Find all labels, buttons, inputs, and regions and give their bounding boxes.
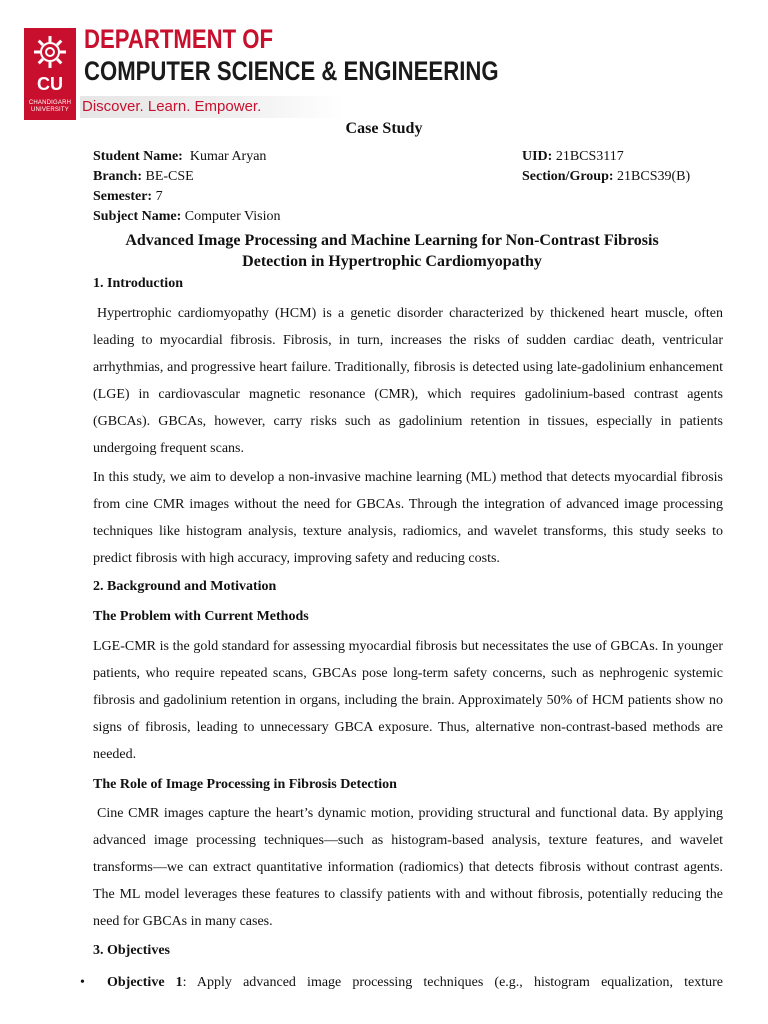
- department-title-line2: COMPUTER SCIENCE & ENGINEERING: [84, 56, 499, 86]
- introduction-paragraph-1: Hypertrophic cardiomyopathy (HCM) is a genetic disorder characterized by thickened heart muscle, often leading to myocardial fibrosis. Fibrosis, in turn, increases the risks of sudden cardiac death, ventricular arrhythmias, and progressive heart failure. Traditionally, fibrosis is detected using late-gadolinium enhancement (LGE) in cardiovascular magnetic resonance (CMR), which requires gadolinium-based contrast agents (GBCAs). GBCAs, however, carry risks such as gadolinium retention in tissues, especially in patients undergoing frequent scans.: [93, 306, 723, 456]
- objective-1-label: Objective 1: [107, 975, 183, 990]
- tagline-bar: [80, 96, 344, 118]
- paper-title-line1: Advanced Image Processing and Machine Learning for Non-Contrast Fibrosis: [125, 232, 659, 249]
- section-value: 21BCS39(B): [617, 169, 691, 184]
- department-title-line1: DEPARTMENT OF: [84, 24, 274, 54]
- logo-cu-text: CU: [37, 74, 63, 94]
- logo-university-text: CHANDIGARH UNIVERSITY: [28, 100, 72, 113]
- student-name-label: Student Name:: [93, 149, 183, 164]
- branch-value: BE-CSE: [145, 169, 194, 184]
- subject-value: Computer Vision: [184, 209, 281, 224]
- background-heading: 2. Background and Motivation: [93, 579, 277, 594]
- document-title: Case Study: [345, 120, 423, 137]
- objective-1-text: [107, 969, 723, 996]
- bullet-icon: •: [80, 975, 85, 990]
- semester-value: 7: [155, 189, 163, 204]
- student-name-value: Kumar Aryan: [189, 149, 267, 164]
- problem-paragraph: LGE-CMR is the gold standard for assessing myocardial fibrosis but necessitates the use of GBCAs. In younger patients, who require repeated scans, GBCAs pose long-term safety concerns, such as nephrogenic systemic fibrosis and gadolinium retention in organs, including the brain. Approximately 50% of HCM patients show no signs of fibrosis, leading to unnecessary GBCA exposure. Thus, alternative non-contrast-based methods are needed.: [93, 639, 723, 762]
- paper-title: [80, 230, 704, 272]
- objectives-heading: 3. Objectives: [93, 943, 170, 958]
- role-paragraph: Cine CMR images capture the heart’s dynamic motion, providing structural and functional data. By applying advanced image processing techniques—such as histogram-based analysis, texture features, and wavelet transforms—we can extract quantitative information (radiomics) that detects fibrosis without contrast agents. The ML model leverages these features to classify patients with and without fibrosis, potentially reducing the need for GBCAs in many cases.: [93, 806, 723, 929]
- tagline: Discover. Learn. Empower.: [82, 98, 262, 115]
- semester-row: [93, 187, 163, 207]
- subject-label: Subject Name:: [93, 209, 182, 224]
- uid-row: [522, 147, 624, 167]
- semester-label: Semester:: [93, 189, 153, 204]
- introduction-heading: 1. Introduction: [93, 276, 183, 291]
- role-subheading: The Role of Image Processing in Fibrosis Detection: [93, 777, 397, 792]
- introduction-paragraph-2: In this study, we aim to develop a non-invasive machine learning (ML) method that detects myocardial fibrosis from cine CMR images without the need for GBCAs. Through the integration of advanced image processing techniques like histogram analysis, texture analysis, radiomics, and wavelet transforms, this study seeks to predict fibrosis with high accuracy, improving safety and reducing costs.: [93, 470, 723, 566]
- uid-label: UID:: [522, 149, 553, 164]
- university-logo: [24, 28, 76, 120]
- section-row: [522, 167, 690, 187]
- subject-row: [93, 207, 281, 227]
- problem-subheading: The Problem with Current Methods: [93, 609, 309, 624]
- student-name-row: [93, 147, 266, 167]
- objective-1-body: : Apply advanced image processing techniques (e.g., histogram equalization, texture: [182, 975, 723, 990]
- branch-label: Branch:: [93, 169, 142, 184]
- gear-emblem-icon: [30, 32, 70, 72]
- paper-title-line2: Detection in Hypertrophic Cardiomyopathy: [242, 253, 542, 270]
- objective-1-item: [80, 969, 723, 996]
- uid-value: 21BCS3117: [555, 149, 624, 164]
- department-header: [24, 22, 499, 122]
- branch-row: [93, 167, 194, 187]
- section-label: Section/Group:: [522, 169, 614, 184]
